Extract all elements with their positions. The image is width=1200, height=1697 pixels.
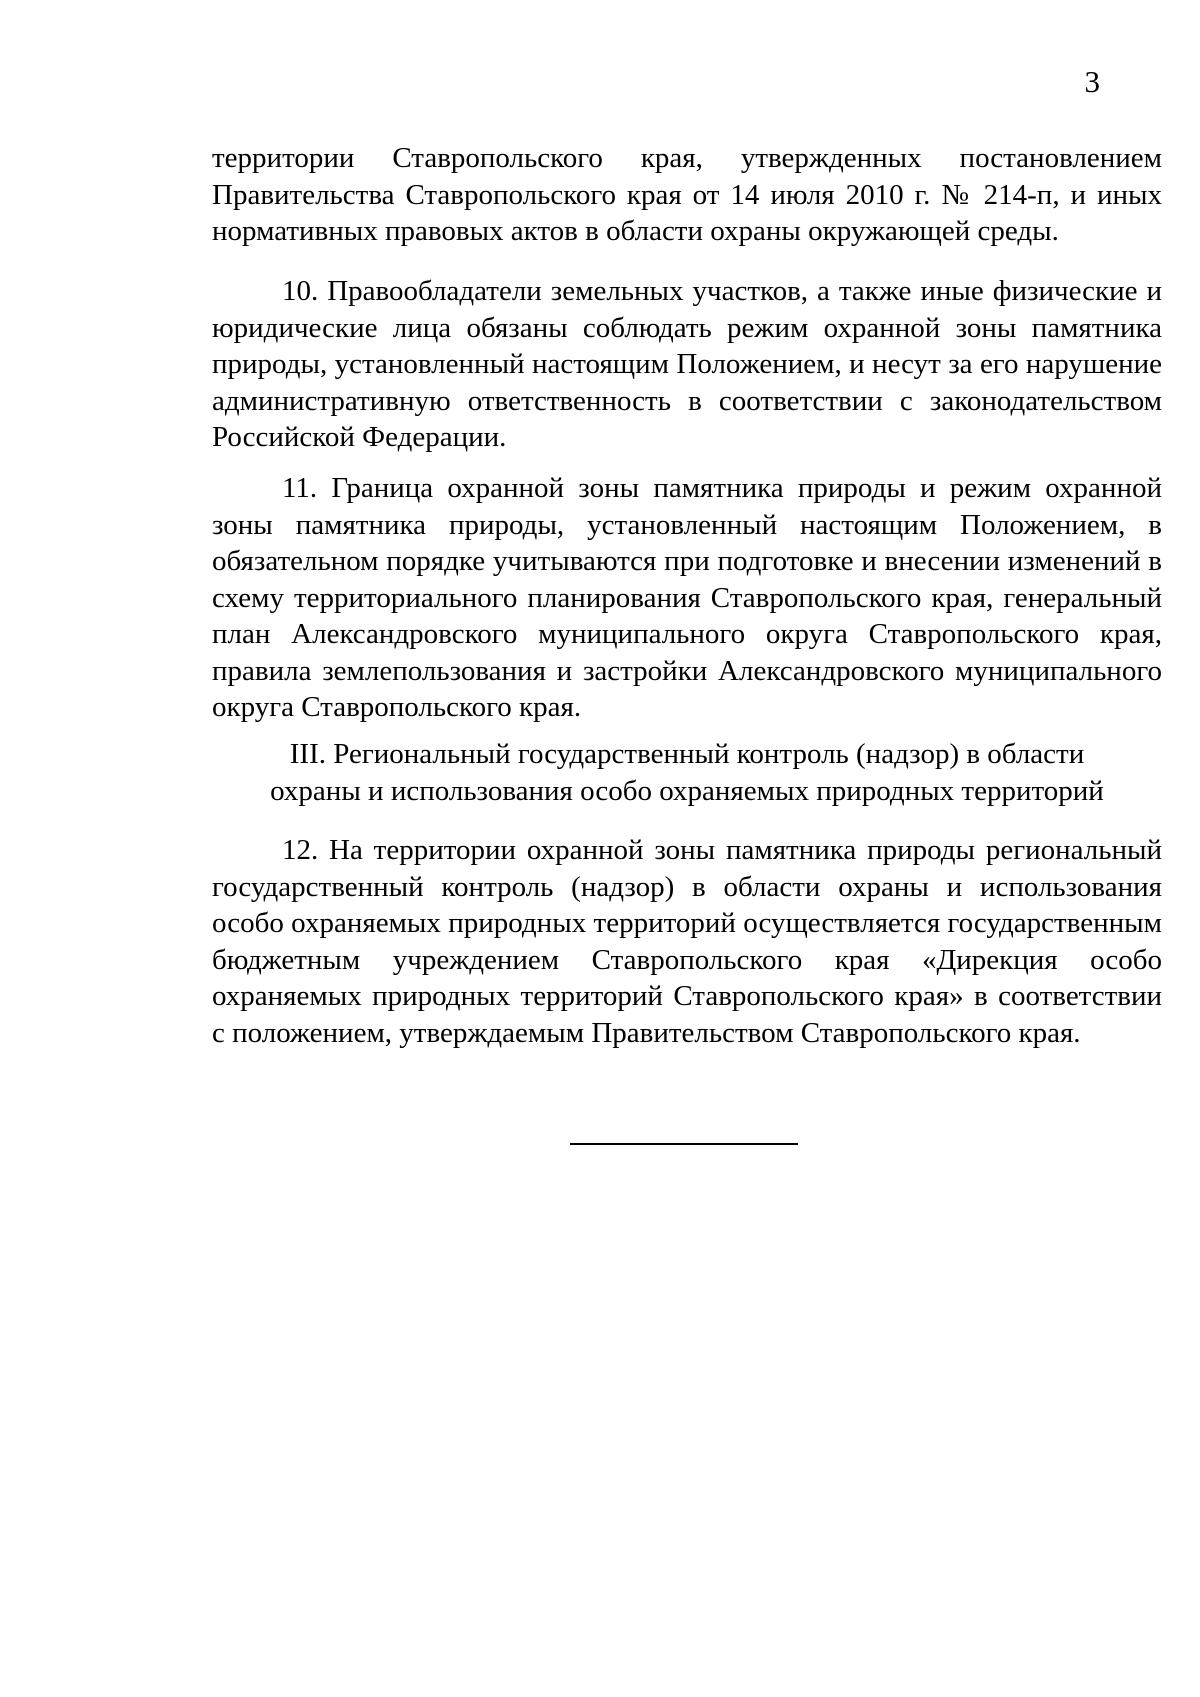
section-3-heading-line-1: III. Региональный государственный контроль (надзор) в области: [289, 738, 1085, 770]
paragraph-11: 11. Граница охранной зоны памятника природы и режим охранной зоны памятника природы, установленный настоящим Положением, в обязательном порядке учитываются при подготовке и внесении изменений в схему территориального планирования Ставропольского края, генеральный план Александровского муниципального округа Ставропольского края, правила землепользования и застройки Александровского муниципального округа Ставропольского края.: [212, 472, 1162, 723]
section-3-heading: [212, 736, 1162, 809]
section-3-heading-line-2: охраны и использования особо охраняемых природных территорий: [270, 774, 1104, 807]
paragraph-10: 10. Правообладатели земельных участков, а также иные физические и юридические лица обязаны соблюдать режим охранной зоны памятника природы, установленный настоящим Положением, и несут за его нарушение административную ответственность в соответствии с законодательством Российской Федерации.: [212, 275, 1162, 453]
end-of-document-rule: [570, 1143, 798, 1145]
paragraph-12: 12. На территории охранной зоны памятника природы региональный государственный контроль (надзор) в области охраны и использования особо охраняемых природных территорий осуществляется государственным бюджетным учреждением Ставропольского края «Дирекция особо охраняемых природных территорий Ставропольского края» в соответствии с положением, утверждаемым Правительством Ставропольского края.: [212, 834, 1162, 1049]
page-number: 3: [1084, 64, 1100, 99]
continuation-paragraph: территории Ставропольского края, утвержденных постановлением Правительства Ставропольского края от 14 июля 2010 г. № 214-п, и иных нормативных правовых актов в области охраны окружающей среды.: [212, 142, 1162, 247]
